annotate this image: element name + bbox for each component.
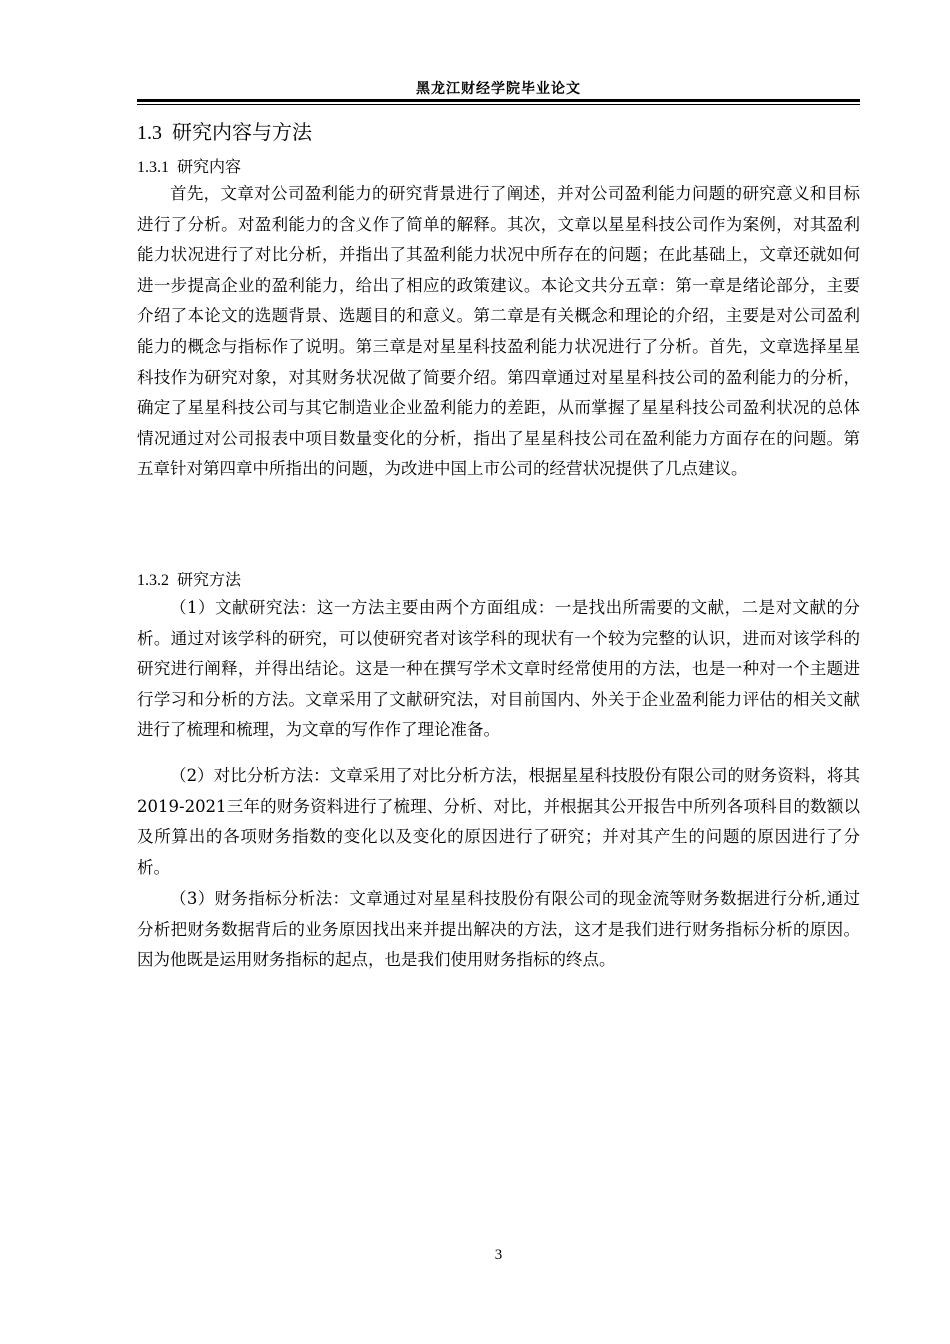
subsection-number: 1.3.1	[137, 159, 169, 176]
header-rule-thick	[137, 99, 860, 102]
section-title: 研究内容与方法	[172, 120, 312, 144]
subsection-number: 1.3.2	[137, 572, 169, 589]
paragraph-indicator-method: （3）财务指标分析法：文章通过对星星科技股份有限公司的现金流等财务数据进行分析,通过分析把财务数据背后的业务原因找出来并提出解决的方法，这才是我们进行财务指标分析的原因。因为他既是运用财务指标的起点，也是我们使用财务指标的终点。	[137, 889, 860, 970]
page-number: 3	[494, 1247, 503, 1263]
header-rule-thin	[137, 104, 860, 105]
subsection-heading-content	[137, 155, 241, 180]
subsection-heading-methods	[137, 568, 241, 593]
paragraph-research-content: 首先，文章对公司盈利能力的研究背景进行了阐述，并对公司盈利能力问题的研究意义和目标进行了分析。对盈利能力的含义作了简单的解释。其次，文章以星星科技公司作为案例，对其盈利能力状况进行了对比分析，并指出了其盈利能力状况中所存在的问题；在此基础上，文章还就如何进一步提高企业的盈利能力，给出了相应的政策建议。本论文共分五章：第一章是绪论部分，主要介绍了本论文的选题背景、选题目的和意义。第二章是有关概念和理论的介绍，主要是对公司盈利能力的概念与指标作了说明。第三章是对星星科技盈利能力状况进行了分析。首先，文章选择星星科技作为研究对象，对其财务状况做了简要介绍。第四章通过对星星科技公司的盈利能力的分析，确定了星星科技公司与其它制造业企业盈利能力的差距，从而掌握了星星科技公司盈利状况的总体情况通过对公司报表中项目数量变化的分析，指出了星星科技公司在盈利能力方面存在的问题。第五章针对第四章中所指出的问题，为改进中国上市公司的经营状况提供了几点建议。	[137, 184, 860, 479]
paragraph-comparison-method: （2）对比分析方法：文章采用了对比分析方法，根据星星科技股份有限公司的财务资料，将其2019-2021三年的财务资料进行了梳理、分析、对比，并根据其公开报告中所列各项科目的数额以及所算出的各项财务指数的变化以及变化的原因进行了研究；并对其产生的问题的原因进行了分析。	[137, 766, 860, 877]
section-heading	[137, 118, 312, 147]
paragraph-literature-method: （1）文献研究法：这一方法主要由两个方面组成：一是找出所需要的文献，二是对文献的分析。通过对该学科的研究，可以使研究者对该学科的现状有一个较为完整的认识，进而对该学科的研究进行阐释，并得出结论。这是一种在撰写学术文章时经常使用的方法，也是一种对一个主题进行学习和分析的方法。文章采用了文献研究法，对目前国内、外关于企业盈利能力评估的相关文献进行了梳理和梳理，为文章的写作作了理论准备。	[137, 598, 860, 740]
subsection-title: 研究方法	[177, 570, 242, 589]
subsection-title: 研究内容	[177, 157, 242, 176]
section-number: 1.3	[137, 122, 162, 144]
running-header: 黑龙江财经学院毕业论文	[416, 81, 581, 97]
